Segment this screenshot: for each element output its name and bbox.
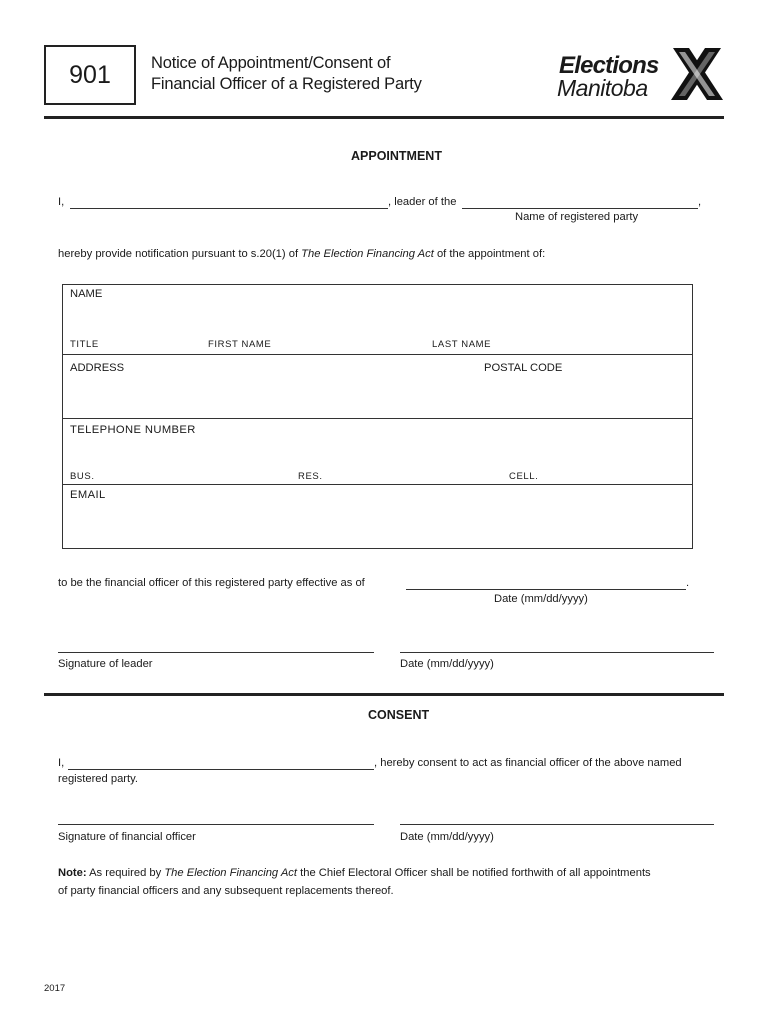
section-divider: [44, 693, 724, 696]
officer-date-label: Date (mm/dd/yyyy): [400, 831, 494, 843]
name-divider: [62, 354, 693, 355]
first-name-label: FIRST NAME: [208, 339, 272, 350]
note-line2: of party financial officers and any subsequent replacements thereof.: [58, 885, 394, 897]
bus-label: BUS.: [70, 471, 95, 482]
logo-word-elections: Elections: [559, 52, 659, 79]
effective-date-field[interactable]: [406, 589, 686, 590]
officer-name-field[interactable]: [68, 769, 374, 770]
leader-date-label: Date (mm/dd/yyyy): [400, 658, 494, 670]
notification-text: [58, 248, 545, 260]
note-act-name: The Election Financing Act: [164, 867, 298, 879]
name-label: NAME: [70, 288, 103, 300]
address-label: ADDRESS: [70, 362, 125, 374]
last-name-label: LAST NAME: [432, 339, 492, 350]
leader-of-text: , leader of the: [388, 196, 457, 208]
signature-officer-label: Signature of financial officer: [58, 831, 196, 843]
appointment-heading: APPOINTMENT: [351, 149, 442, 163]
footer-year: 2017: [44, 983, 66, 994]
effective-period: .: [686, 577, 690, 589]
act-name: The Election Financing Act: [301, 248, 434, 260]
telephone-label: TELEPHONE NUMBER: [70, 424, 196, 436]
title-label: TITLE: [70, 339, 99, 350]
consent-text: , hereby consent to act as financial officer of the above named: [374, 757, 682, 769]
res-label: RES.: [298, 471, 323, 482]
note-line1: [58, 867, 651, 879]
signature-leader-label: Signature of leader: [58, 658, 153, 670]
i-label: I,: [58, 196, 65, 208]
effective-date-caption: Date (mm/dd/yyyy): [494, 593, 588, 605]
leader-signature-field[interactable]: [58, 652, 374, 653]
party-name-caption: Name of registered party: [515, 211, 639, 223]
leader-date-field[interactable]: [400, 652, 714, 653]
appointee-details-box: [62, 284, 693, 549]
email-label: EMAIL: [70, 489, 106, 501]
consent-heading: CONSENT: [368, 708, 430, 722]
form-number: 901: [69, 60, 111, 89]
consent-i-label: I,: [58, 757, 65, 769]
postal-code-label: POSTAL CODE: [484, 362, 563, 374]
header-divider: [44, 116, 724, 119]
cell-label: CELL.: [509, 471, 539, 482]
note-text-post: the Chief Electoral Officer shall be notified forthwith of all appointments: [300, 867, 651, 879]
form-title: [151, 53, 422, 95]
party-name-field[interactable]: [462, 208, 698, 209]
elections-manitoba-logo: [557, 48, 727, 102]
telephone-divider: [62, 484, 693, 485]
notification-post: of the appointment of:: [436, 248, 546, 260]
form-number-box: [44, 45, 136, 105]
address-divider: [62, 418, 693, 419]
form-title-line2: Financial Officer of a Registered Party: [151, 75, 422, 93]
form-title-line1: Notice of Appointment/Consent of: [151, 54, 391, 72]
consent-text-line2: registered party.: [58, 773, 139, 785]
logo-x-icon: [669, 48, 725, 100]
line-end-comma: ,: [698, 196, 702, 208]
officer-date-field[interactable]: [400, 824, 714, 825]
effective-text: to be the financial officer of this registered party effective as of: [58, 577, 365, 589]
notification-pre: hereby provide notification pursuant to s.20(1) of: [58, 248, 299, 260]
note-label: Note:: [58, 867, 87, 879]
note-text-pre: As required by: [89, 867, 162, 879]
officer-signature-field[interactable]: [58, 824, 374, 825]
leader-name-field[interactable]: [70, 208, 388, 209]
logo-word-manitoba: Manitoba: [557, 75, 648, 101]
